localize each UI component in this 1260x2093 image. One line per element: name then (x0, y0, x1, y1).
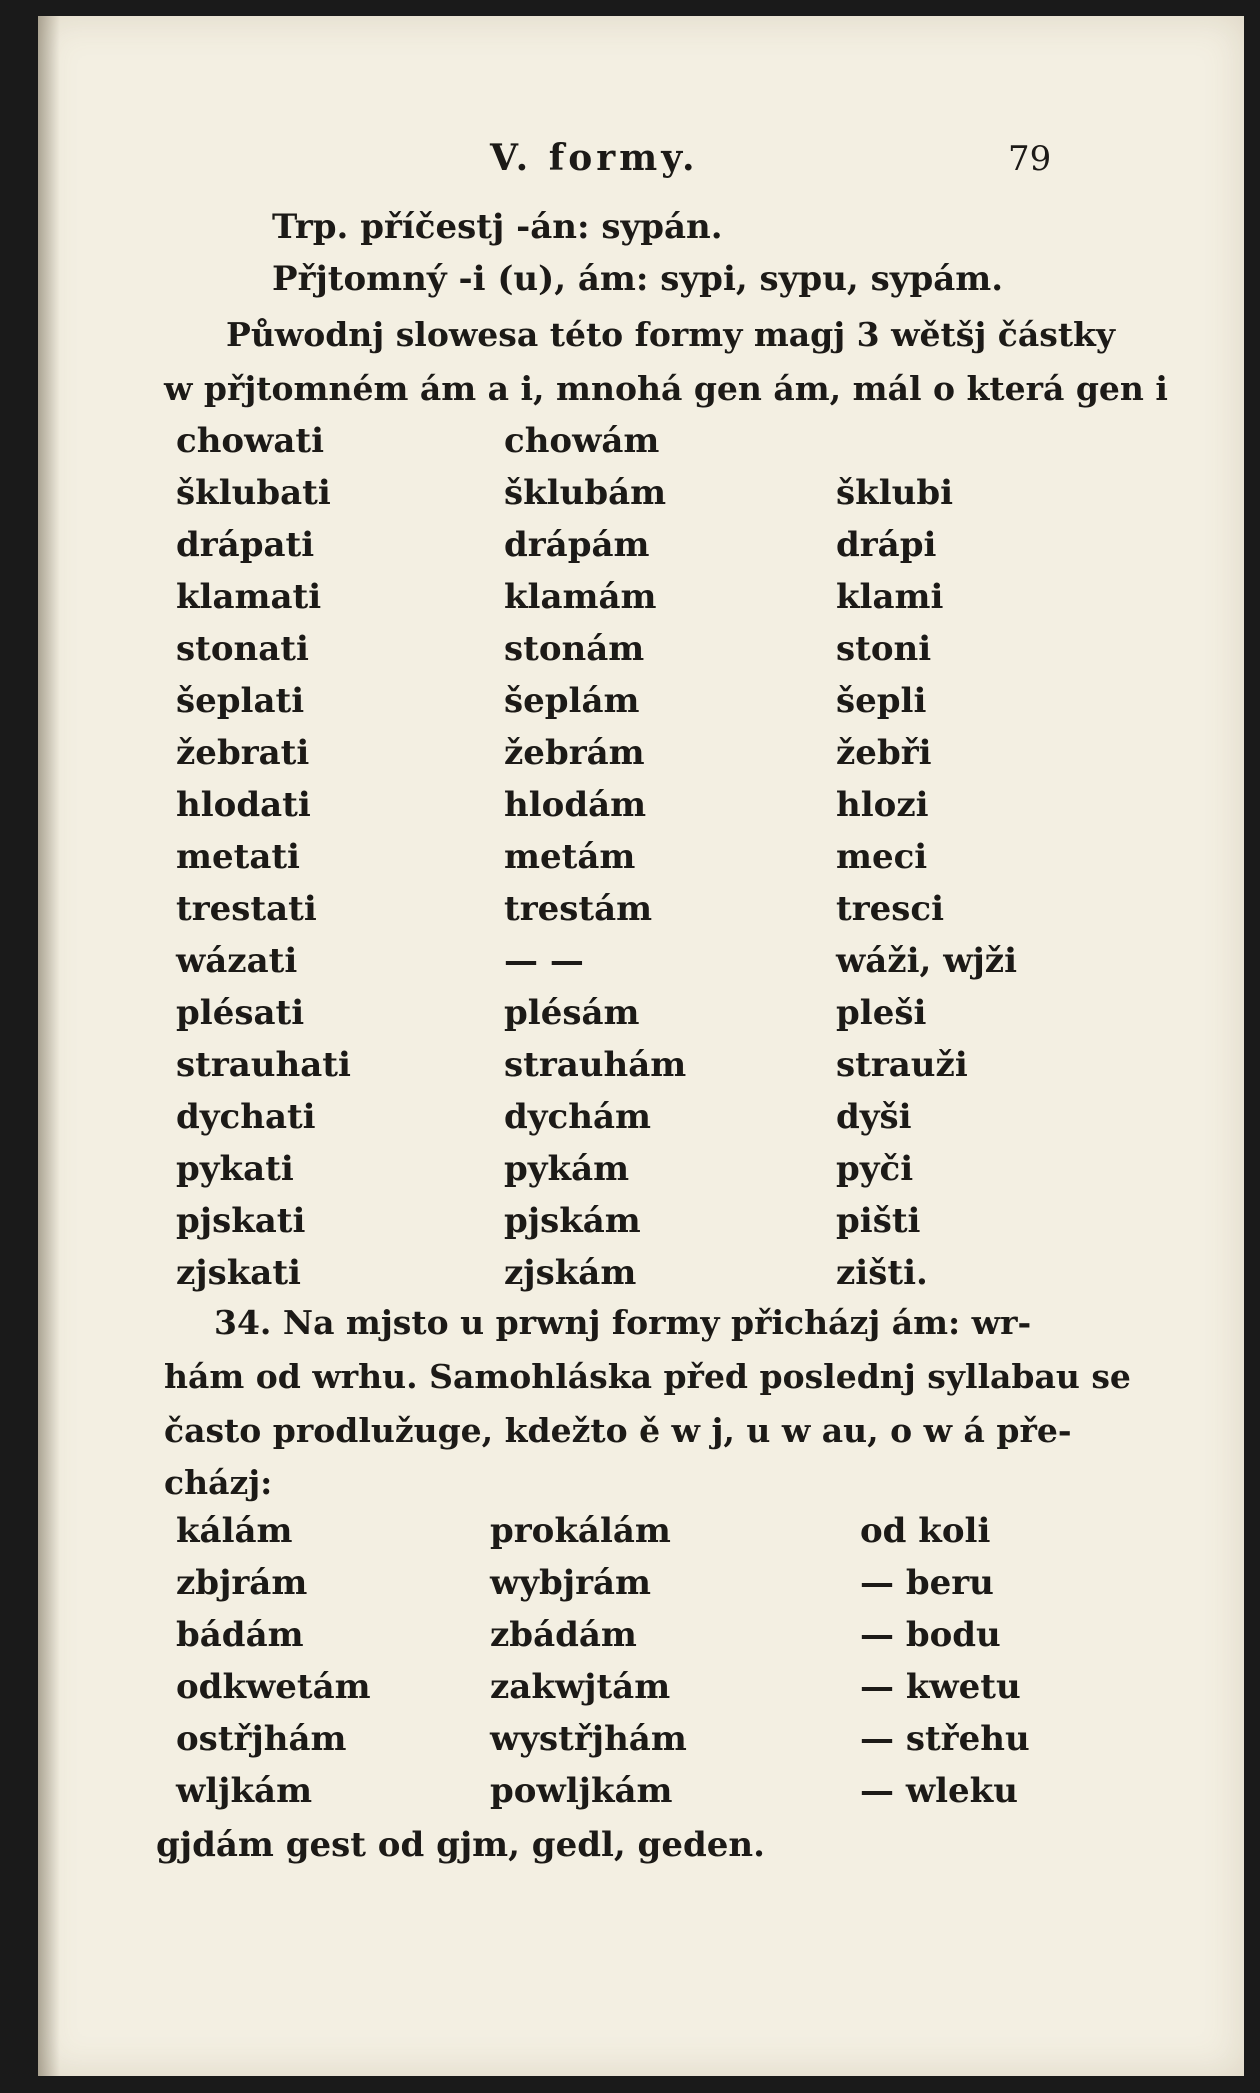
present-am-cell: hlodám (504, 785, 647, 825)
paragraph-line: 34. Na mjsto u prwnj formy přicházj ám: wr- (214, 1303, 1032, 1342)
present-i-cell: pyči (836, 1149, 914, 1189)
present-i-cell: zišti. (836, 1253, 928, 1293)
present-am-cell: šklubám (504, 473, 667, 513)
infinitive-cell: dychati (176, 1097, 316, 1137)
infinitive-cell: šeplati (176, 681, 305, 721)
present-i-cell: wáži, wjži (836, 941, 1017, 981)
infinitive-cell: metati (176, 837, 300, 877)
intro-line: w přjtomném ám a i, mnohá gen ám, mál o která gen i (164, 369, 1168, 408)
infinitive-cell: pykati (176, 1149, 294, 1189)
present-am-cell: chowám (504, 421, 660, 461)
infinitive-cell: drápati (176, 525, 315, 565)
compound-cell: wybjrám (490, 1563, 652, 1603)
verb-cell: wljkám (176, 1771, 313, 1811)
verb-cell: zbjrám (176, 1563, 308, 1603)
present-am-cell: zjskám (504, 1253, 637, 1293)
present-am-cell: drápám (504, 525, 650, 565)
present-am-cell: žebrám (504, 733, 645, 773)
spine-shadow (38, 16, 60, 2076)
present-am-cell: pjskám (504, 1201, 641, 1241)
infinitive-cell: chowati (176, 421, 325, 461)
infinitive-cell: hlodati (176, 785, 311, 825)
present-am-cell: klamám (504, 577, 657, 617)
chapter-heading: V. formy. (490, 137, 699, 179)
paragraph-line: často prodlužuge, kdežto ě w j, u w au, o w á pře- (164, 1411, 1072, 1450)
infinitive-cell: zjskati (176, 1253, 301, 1293)
infinitive-cell: pjskati (176, 1201, 306, 1241)
present-am-cell: strauhám (504, 1045, 687, 1085)
intro-line: Přjtomný -i (u), ám: sypi, sypu, sypám. (272, 259, 1004, 299)
present-i-cell: drápi (836, 525, 937, 565)
present-i-cell: hlozi (836, 785, 929, 825)
present-i-cell: pišti (836, 1201, 921, 1241)
present-i-cell: žebři (836, 733, 932, 773)
infinitive-cell: plésati (176, 993, 305, 1033)
present-am-cell: dychám (504, 1097, 651, 1137)
closing-line: gjdám gest od gjm, gedl, geden. (156, 1825, 765, 1865)
source-cell: — bodu (860, 1615, 1001, 1655)
compound-cell: zbádám (490, 1615, 637, 1655)
present-am-cell: trestám (504, 889, 653, 929)
present-am-cell: — — (504, 941, 584, 981)
intro-line: Půwodnj slowesa této formy magj 3 wětšj částky (226, 315, 1116, 354)
compound-cell: wystřjhám (490, 1719, 687, 1759)
paragraph-line: hám od wrhu. Samohláska před poslednj syllabau se (164, 1357, 1131, 1396)
present-am-cell: šeplám (504, 681, 640, 721)
present-am-cell: pykám (504, 1149, 630, 1189)
infinitive-cell: trestati (176, 889, 317, 929)
verb-cell: bádám (176, 1615, 304, 1655)
source-cell: — wleku (860, 1771, 1018, 1811)
present-am-cell: stonám (504, 629, 645, 669)
compound-cell: prokálám (490, 1511, 671, 1551)
verb-cell: odkwetám (176, 1667, 371, 1707)
present-i-cell: šklubi (836, 473, 954, 513)
infinitive-cell: wázati (176, 941, 298, 981)
infinitive-cell: šklubati (176, 473, 331, 513)
present-i-cell: tresci (836, 889, 945, 929)
present-i-cell: strauži (836, 1045, 968, 1085)
infinitive-cell: strauhati (176, 1045, 351, 1085)
present-am-cell: metám (504, 837, 636, 877)
paragraph-line: cházj: (164, 1463, 273, 1502)
source-cell: od koli (860, 1511, 991, 1551)
compound-cell: powljkám (490, 1771, 673, 1811)
verb-cell: kálám (176, 1511, 293, 1551)
present-i-cell: šepli (836, 681, 927, 721)
infinitive-cell: žebrati (176, 733, 310, 773)
source-cell: — beru (860, 1563, 994, 1603)
intro-line: Trp. příčestj -án: sypán. (272, 207, 723, 247)
source-cell: — střehu (860, 1719, 1030, 1759)
page-number: 79 (1008, 139, 1052, 179)
verb-cell: ostřjhám (176, 1719, 347, 1759)
present-i-cell: klami (836, 577, 944, 617)
infinitive-cell: stonati (176, 629, 309, 669)
infinitive-cell: klamati (176, 577, 322, 617)
present-am-cell: plésám (504, 993, 640, 1033)
source-cell: — kwetu (860, 1667, 1021, 1707)
present-i-cell: pleši (836, 993, 927, 1033)
present-i-cell: dyši (836, 1097, 912, 1137)
present-i-cell: stoni (836, 629, 932, 669)
present-i-cell: meci (836, 837, 928, 877)
compound-cell: zakwjtám (490, 1667, 671, 1707)
